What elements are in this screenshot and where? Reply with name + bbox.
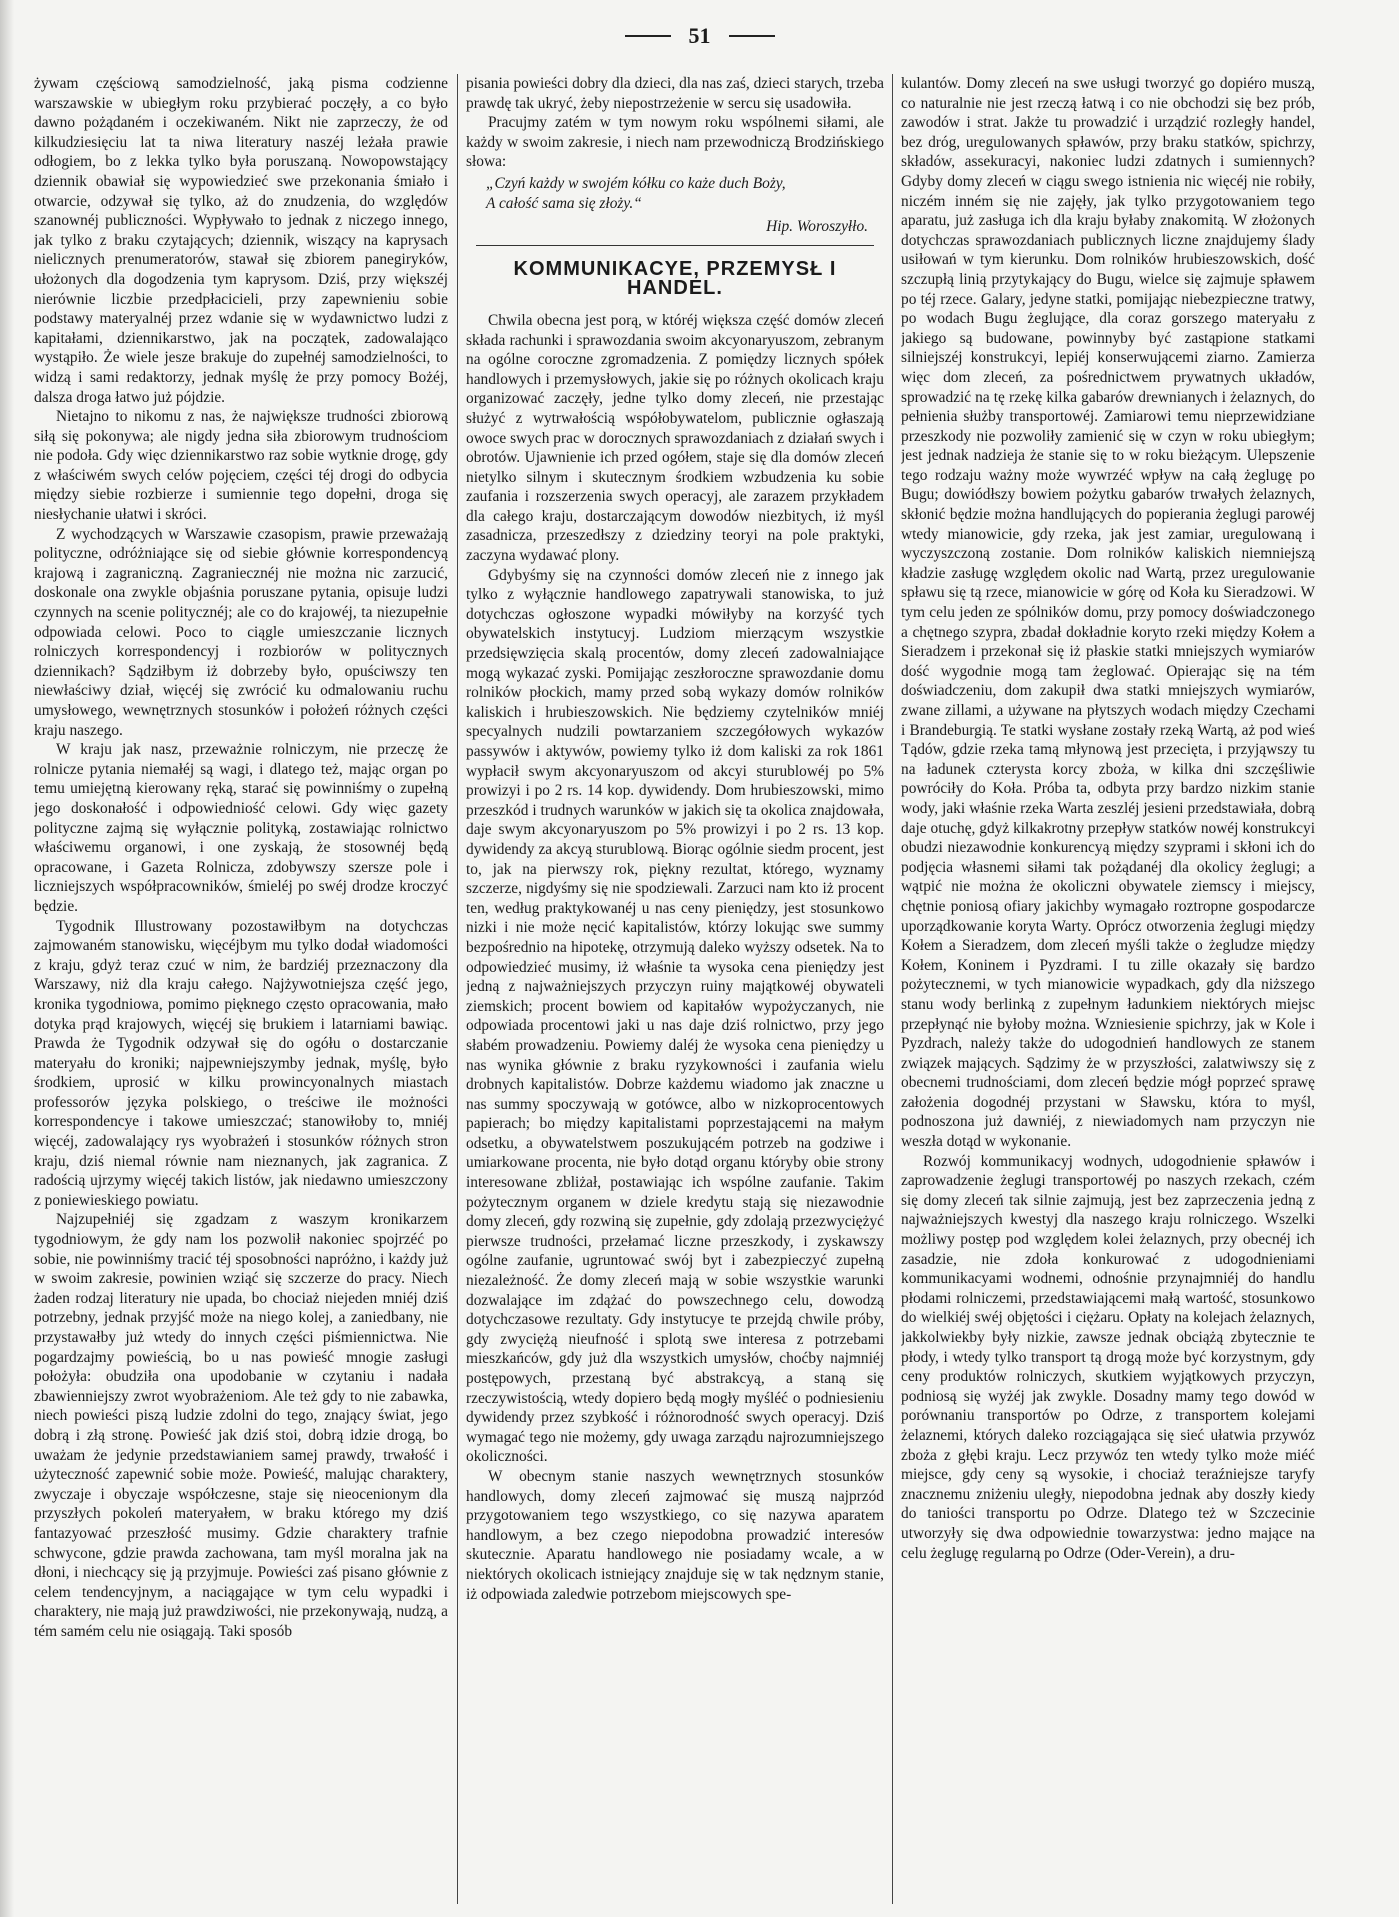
header-rule-left [625,35,671,37]
paragraph: Chwila obecna jest porą, w któréj większa część domów zleceń składa rachunki i sprawozdania swoim akcyonaryuszom, zebranym na ogólne coroczne zgromadzenia. Z pomiędzy licznych spółek handlowych i przemysłowych, jakie się po różnych okolicach kraju organizować zaczęły, jedne tylko domy zleceń, nie przestając służyć z wytrwałością współobywatelom, publicznie ogłaszają owoce swych prac w dorocznych sprawozdaniach z działań swych i obrotów. Ujawnienie ich przed ogółem, staje się dla domów zleceń nietylko silnym i skutecznym środkiem wzbudzenia ku sobie zaufania i rozszerzenia swych operacyj, ale zarazem przykładem dla całego kraju, dostarczającym dowodów niezbitych, iż myśl zasadnicza, przeszedłszy z dziedziny teoryi na pole praktyki, zaczyna wydawać plony. [466,311,884,565]
quoted-verse [486,174,884,213]
column-right [901,74,1315,1904]
paragraph: Z wychodzących w Warszawie czasopism, prawie przeważają polityczne, odróżniające się od siebie głównie korrespondencyą krajową i zagraniczną. Zagraniecznéj nie można nic zarzucić, doskonale ona zwykle objaśnia poruszane pytania, opisuje ludzi czynnych na scenie politycznéj; ale co do krajowéj, ta niezupełnie odpowiada celowi. Poco to ciągle umieszczanie licznych rolniczych korrespondencyj i rozbiorów w politycznych dziennikach? Sądziłbym iż dobrzeby było, opuściwszy ten niewłaściwy dział, więcéj się zwrócić ku odmalowaniu ruchu umysłowego, wewnętrznych stosunków i położeń różnych części kraju naszego. [34,525,448,739]
verse-line: A całość sama się złoży.“ [486,194,642,212]
page-number: 51 [688,23,711,48]
paragraph: Tygodnik Illustrowany pozostawiłbym na dotychczas zajmowaném stanowisku, więcéjbym mu tylko dodał wiadomości z kraju, gdyż teraz czuć w nim, że bardziéj przeznaczony dla Warszawy, niż dla kraju całego. Najżywotniejsza część jego, kronika tygodniowa, pomimo pięknego często opracowania, mało dotyka prąd krajowych, więcéj się brukiem i latarniami bawiąc. Prawda że Tygodnik odzywał się do ogółu o dostarczanie materyału do kroniki; najpewniejszymby jednak, myślę, było środkiem, uprosić w kilku prowincyonalnych miastach professorów języka polskiego, o treściwe ile możności korrespondencye i takowe umieszczać; stanowiłoby to, mniéj więcéj, zadowalający rys wyobrażeń i stosunków różnych stron kraju, dziś niemal równie nam nieznanych, jak zagranica. Z radością ujrzymy więcéj takich listów, jak niedawno umieszczony z poniewieskiego powiatu. [34,917,448,1209]
header-rule-right [729,35,775,37]
paragraph: żywam częściową samodzielność, jaką pisma codzienne warszawskie w ubiegłym roku przybierać poczęły, a co było dawno pożądaném i oczekiwaném. Nikt nie zaprzeczy, że od kilkudziesięciu lat ta niwa literatury naszéj leżała prawie odłogiem, bo z lekka tylko była poruszaną. Nowopowstający dziennik obawiał się wypowiedzieć swe przekonania śmiało i otwarcie, odzywał się tylko, aż do znudzenia, do względów szanownéj publiczności. Wypływało to jednak z niczego innego, jak tylko z braku czytających; dziennik, wiszący na kaprysach nielicznych prenumeratorów, stawał się zbiorem panegiryków, ułożonych dla dogodzenia tym kaprysom. Dziś, przy większéj nierównie liczbie przedpłacicieli, przy zapewnieniu sobie podstawy materyalnéj przez wdanie się w wydawnictwo ludzi z kapitałami, dziennikarstwo, jak na początek, zadowalająco wystąpiło. Że wiele jesze brakuje do zupełnéj samodzielności, to widzą i sami redaktorzy, jednak myślę że przy pomocy Bożéj, dalsza droga łatwo już pójdzie. [34,75,448,406]
column-left [34,74,448,1904]
paragraph: kulantów. Domy zleceń na swe usługi tworzyć go dopiéro muszą, co naturalnie nie jest rzeczą łatwą i co nie obchodzi się bez prób, zawodów i strat. Jakże tu prowadzić i urządzić rozległy handel, bez dróg, uregulowanych spławów, przy braku statków, spichrzy, składów, assekuracyi, nakoniec ludzi zdatnych i sumiennych? Gdyby domy zleceń w ciągu swego istnienia nic więcéj nie robiły, niczém inném się nie zajęły, jak tylko przygotowaniem tego aparatu, już zasługa ich dla kraju byłaby znakomitą. W złożonych dotychczas sprawozdaniach publicznych liczne znajdujemy ślady usiłowań w tym kierunku. Dom rolników hrubieszowskich, dość szczupłą linią przytykający do Bugu, wielce się zajmuje spławem po téj rzece. Galary, jedyne statki, pomijając niebezpieczne tratwy, po wodach Bugu żeglujące, dla coraz gorszego materyału z jakiego są budowane, powinnyby być zastąpione statkami silniejszéj konstrukcyi, lepiéj konserwującemi ziarno. Zamierza więc dom zleceń, za pośrednictwem prywatnych układów, sprowadzić na tę rzekę kilka gabarów drewnianych i żelaznych, do pełnienia służby transportowéj. Zamiarowi temu nieprzewidziane przeszkody nie pozwoliły zamienić się w czyn w roku ubiegłym; jest jednak nadzieja że stanie się to w roku bieżącym. Ulepszenie tego rodzaju ważny może wywrzéć wpływ na całą żeglugę po Bugu; dowiódłszy bowiem pożytku gabarów trwałych żelaznych, skłonić będzie można handlujących do popierania żeglugi parowéj wtedy mianowicie, gdy rzeka, jak jest zamiar, uregulowaną i wyczyszczoną zostanie. Dom rolników kaliskich niemniejszą kładzie zasługę względem okolic nad Wartą, przez uregulowanie spławu się tą rzece, mianowicie w górę od Koła ku Sieradzowi. W tym celu jeden ze spólników domu, przy pomocy doświadczonego a chętnego szypra, zbadał dokładnie koryto rzeki między Kołem a Sieradzem i przekonał się iż płaskie statki mniejszych wymiarów dość wygodnie mogą tam żeglować. Opierając się na tém doświadczeniu, dom zakupił dwa statki mniejszych wymiarów, zwane zillami, a używane na płytszych wodach między Czechami i Brandeburgią. Te statki wysłane zostały rzeką Wartą, aż pod wieś Tądów, gdzie rzeka tamą młynową jest przecięta, i przyjąwszy tu na ładunek czterysta korcy zboża, w kilka dni szczęśliwie powróciły do Koła. Próba ta, odbyta przy bardzo nizkim stanie wody, jaki właśnie rzeka Warta zeszléj jesieni przedstawiała, dobrą daje otuchę, gdyż kilkakrotny przepływ statków nowéj konstrukcyi obudzi niezawodnie konkurencyą między szyprami i skłoni ich do podjęcia własnemi siłami tak pożądanéj dla okolicy żeglugi; a wątpić nie można że okoliczni obywatele ziemscy i miejscy, chętnie poniosą ofiary jakichby wymagało roztropne gospodarcze uporządkowanie koryta Warty. Oprócz otworzenia żeglugi między Kołem a Sieradzem, dom zleceń myśli także o żegludze między Kołem, Koninem i Pyzdrami. I tu zille okazały się bardzo pożytecznemi, w tych mianowicie wypadkach, gdy dla niższego stanu wody berlinką z zupełnym ładunkiem niektórych miejsc przepłynąć nie byłoby można. Wzniesienie spichrzy, jak w Kole i Pyzdrach, należy także do udogodnień handlowych ze stanem związek mających. Sądzimy że w przyszłości, zalatwiwszy się z obecnemi trudnościami, dom zleceń będzie mógł poprzeć sprawę założenia dogodnéj przystani w Sławsku, która to myśl, podnoszona już dawniéj, z niewiadomych nam przyczyn nie weszła dotąd w wykonanie. [901,75,1315,1151]
paragraph: Gdybyśmy się na czynności domów zleceń nie z innego jak tylko z wyłącznie handlowego zapatrywali stanowiska, to już dotychczas ogłoszone wypadki mówiłyby na korzyść tych obywatelskich instytucyj. Ludziom mierzącym wszystkie przedsięwzięcia skalą procentów, domy zleceń zadowalniające mogą wykazać zyski. Pomijając zeszłoroczne sprawozdanie domu rolników płockich, mamy przed sobą wykazy domów rolników kaliskich i hrubieszowskich. Nie będziemy czytelników mniéj specyalnych nudzili powtarzaniem szczegółowych wykazów passywów i aktywów, powiemy tylko iż dom kaliski za rok 1861 wypłacił swym akcyonaryuszom od akcyi sturublowéj po 5% prowizyi i po 2 rs. 14 kop. dywidendy. Dom hrubieszowski, mimo przeszkód i trudnych warunków w jakich się ta okolica znajdowała, daje swym akcyonaryuszom po 5% prowizyi i po 2 rs. 13 kop. dywidendy za akcyą sturublową. Biorąc ogólnie siedm procent, jest to, jak na pierwszy rok, piękny rezultat, którego, wyznamy szczerze, nigdyśmy się nie spodziewali. Zarzuci nam kto iż procent ten, według praktykowanéj u nas ceny pieniędzy, jest stosunkowo nizki i nie może nęcić kapitalistów, którzy lokując swe summy bezpośrednio na hipotekę, otrzymują daleko wyższy odsetek. Na to odpowiedzieć musimy, iż właśnie ta wysoka cena pieniędzy jest jedną z najważniejszych przyczyn ruiny majątkowéj obywateli ziemskich; procent bowiem od kapitałów wypożyczanych, nie odpowiada procentowi jaki u nas daje dziś rolnictwo, przy jego słabém prowadzeniu. Powiemy daléj że wysoka cena pieniędzy u nas wynika głównie z braku ryzykowności i zaufania wielu drobnych kapitalistów. Dobrze każdemu wiadomo jak znaczne u nas summy spoczywają w gotówce, albo w nizkoprocentowych papierach; bo między kapitalistami poprzestającemi na małym odsetku, a obywatelstwem poszukującém potrzeb na godziwe i umiarkowane procenta, nie było dotąd organu któryby obie strony interesowane zbliżał, postawiając ich wspólne zaufanie. Takim pożytecznym organem w dziele kredytu stają się niezawodnie domy zleceń, gdy rozwiną się zupełnie, gdy zdolają przezwyciężyć pierwsze trudności, przełamać liczne przeszkody, i zyskawszy ogólne zaufanie, ugruntować swój byt i zabezpieczyć zupełną niezależność. Że domy zleceń mają w sobie wszystkie warunki dozwalające im zdążać do powszechnego celu, dowodzą dotychczasowe rezultaty. Gdy instytucye te przejdą chwile próby, gdy zwyciężą nieufność i splotą swe interesa z potrzebami mieszkańców, gdy już dla wszystkich umysłów, choćby najmniéj postępowych, przestaną być abstrakcyą, a staną się rzeczywistością, wtedy dopiero będą mogły myśléć o podniesieniu dywidendy przez szybkość i różnorodność swych operacyj. Dziś wymagać tego nie możemy, gdy uwaga zarządu najrozumniejszego okoliczności. [466,566,884,1466]
paragraph: pisania powieści dobry dla dzieci, dla nas zaś, dzieci starych, trzeba prawdę tak ukryć, żeby niepostrzeżenie w sercu się usadowiła. [466,75,884,112]
page-header [0,16,1399,56]
verse-line: „Czyń każdy w swojém kółku co każe duch Boży, [486,174,786,192]
paragraph: Pracujmy zatém w tym nowym roku wspólnemi siłami, ale każdy w swoim zakresie, i niech nam przewodniczą Brodzińskiego słowa: [466,114,884,171]
paragraph: Nietajno to nikomu z nas, że największe trudności zbiorową siłą się pokonywa; ale nigdy jedna siła zbiorowym trudnościom nie podoła. Gdy więc dziennikarstwo raz sobie wytknie drogę, gdy z właściwém swych celów pojęciem, części téj drogi do odbycia między siebie rozbierze i sumiennie tego dopełni, droga się niesłychanie ułatwi i skróci. [34,408,448,524]
column-middle [466,74,884,1904]
paragraph: W obecnym stanie naszych wewnętrznych stosunków handlowych, domy zleceń zajmować się muszą najprzód przygotowaniem tego wszystkiego, co się nazywa aparatem handlowym, a bez czego niepodobna prowadzić interesów skutecznie. Aparatu handlowego nie posiadamy wcale, a w niektórych okolicach istniejący znajduje się w tak nędznym stanie, iż odpowiada zaledwie potrzebom miejscowych spe- [466,1467,884,1603]
column-divider [892,74,893,1904]
paragraph: Najzupełniéj się zgadzam z waszym kronikarzem tygodniowym, że gdy nam los pozwolił nakoniec spojrzéć po sobie, nie powinniśmy tracić téj sposobności napróżno, i każdy już w swoim zakresie, powinien wziąć się szczerze do pracy. Niech żaden rodzaj literatury nie upada, bo chociaż niejeden mniéj dziś potrzebny, jednak przyjść może na niego kolej, a zaniedbany, nie przystawałby już wtedy do innych części piśmiennictwa. Nie pogardzajmy powieścią, bo u nas powieść mnogie zasługi położyła: obudziła ona upodobanie w czytaniu i nadała zbawienniejszy zwrot wyobrażeniom. Ale też gdy to nie zabawka, niech powieści piszą ludzie zdolni do tego, znający świat, jego dobrą i złą stronę. Powieść jak dziś stoi, dobrą idzie drogą, bo uważam że jedynie przedstawianiem samej prawdy, trwałość i użyteczność zapewnić sobie może. Powieść, malując charaktery, zwyczaje i obyczaje współczesne, staje się nieocenionym dla przyszłych pokoleń materyałem, w braku którego my dziś fantazyować przeszłość musimy. Gdzie charaktery trafnie schwycone, gdzie prawda zachowana, tam myśl moralna jak na dłoni, i niechcący się ją przyjmuje. Powieści zaś pisano głównie z celem tendencyjnym, a naciągające w tym celu wypadki i charaktery, nie mają już prawdziwości, nie przekonywają, nudzą, a tém samém celu nie osiągają. Taki sposób [34,1211,448,1640]
author-signature: Hip. Woroszyłło. [766,218,868,236]
section-heading: KOMMUNIKACYE, PRZEMYSŁ I HANDEL. [513,257,837,300]
paragraph: Rozwój kommunikacyj wodnych, udogodnienie spławów i zaprowadzenie żeglugi transportowéj po naszych rzekach, czém się domy zleceń tak silnie zajmują, jest bez zaprzeczenia jedną z najważniejszych kwestyj dla naszego kraju rolniczego. Wszelki możliwy postęp pod względem kolei żelaznych, przy obecnéj ich zasadzie, nie zdoła konkurować z udogodnieniami kommunikacyami wodnemi, odnośnie przynajmniéj do handlu płodami rolniczemi, przedstawiającemi małą wartość, stosunkowo do wielkiéj swéj objętości i ciężaru. Opłaty na kolejach żelaznych, jakkolwiekby były nizkie, zawsze jednak obciążą zbytecznie te płody, i wtedy tylko transport tą drogą może być korzystnym, gdy ceny produktów rolniczych, skutkiem wyjątkowych przyczyn, podniosą się wyżéj jak zwykle. Dosadny mamy tego dowód w porównaniu transportów po Odrze, z transportem kolejami żelaznemi, których daleko rozciągająca się sieć ułatwia przywóz zboża z głębi kraju. Lecz przywóz ten wtedy tylko może miéć miejsce, gdy ceny są wysokie, i chociaż teraźniejsze taryfy znacznemu zniżeniu uległy, niepodobna jednak aby doszły kiedy do taniości transportu po Odrze. Dlatego też w Szczecinie utworzyły się dwa odpowiednie towarzystwa: jedno mające na celu żeglugę regularną po Odrze (Oder-Verein), a dru- [901,1152,1315,1562]
section-divider [476,245,874,246]
column-divider [457,74,458,1904]
paragraph: W kraju jak nasz, przeważnie rolniczym, nie przeczę że rolnicze pytania niemałéj są wagi, i dlatego też, mając organ po temu umiejętną kierowany ręką, starać się powinniśmy o zupełną jego doskonałość i odpowiedniość celowi. Gdy więc gazety polityczne zajmą się wyłącznie polityką, zostawiając rolnictwo właściwemu organowi, i one zyskają, że stosownéj będą opracowane, i Gazeta Rolnicza, zdobywszy szersze pole i liczniejszych współpracowników, śmieléj po swéj drodze kroczyć będzie. [34,741,448,915]
